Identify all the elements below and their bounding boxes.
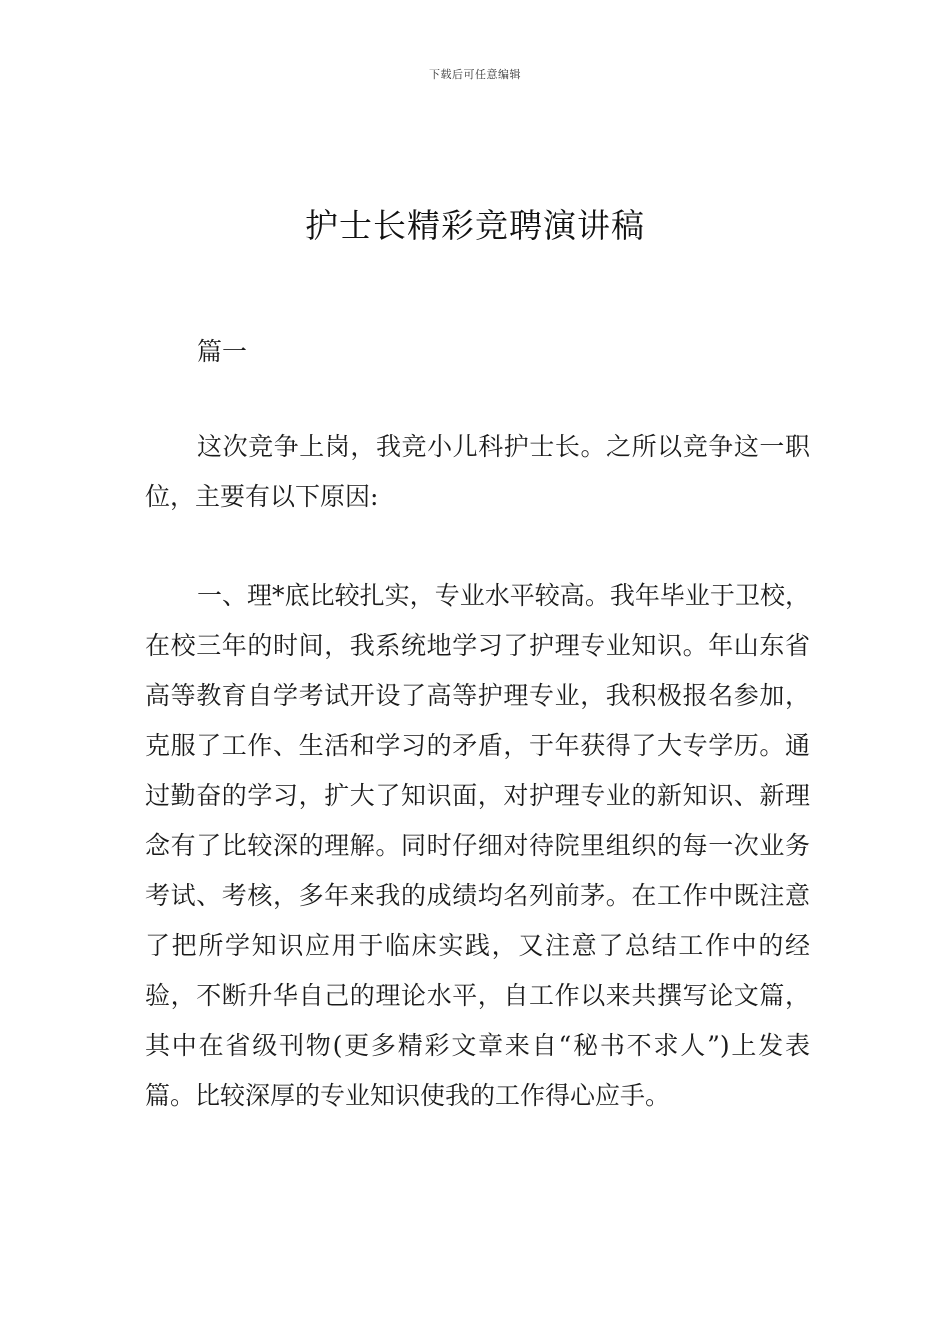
section-heading: 篇一 [197,337,248,366]
header-note: 下载后可任意编辑 [429,68,521,81]
paragraph-point-one: 一、理*底比较扎实，专业水平较高。我年毕业于卫校，在校三年的时间，我系统地学习了护理专业知识。年山东省高等教育自学考试开设了高等护理专业，我积极报名参加，克服了工作、生活和学习的矛盾，于年获得了大专学历。通过勤奋的学习，扩大了知识面，对护理专业的新知识、新理念有了比较深的理解。同时仔细对待院里组织的每一次业务考试、考核，多年来我的成绩均名列前茅。在工作中既注意了把所学知识应用于临床实践，又注意了总结工作中的经验，不断升华自己的理论水平，自工作以来共撰写论文篇，其中在省级刊物(更多精彩文章来自“秘书不求人”)上发表篇。比较深厚的专业知识使我的工作得心应手。 [145,581,810,1110]
page-title: 护士长精彩竞聘演讲稿 [305,206,645,246]
paragraph-intro: 这次竞争上岗，我竞小儿科护士长。之所以竞争这一职位，主要有以下原因: [145,432,810,511]
